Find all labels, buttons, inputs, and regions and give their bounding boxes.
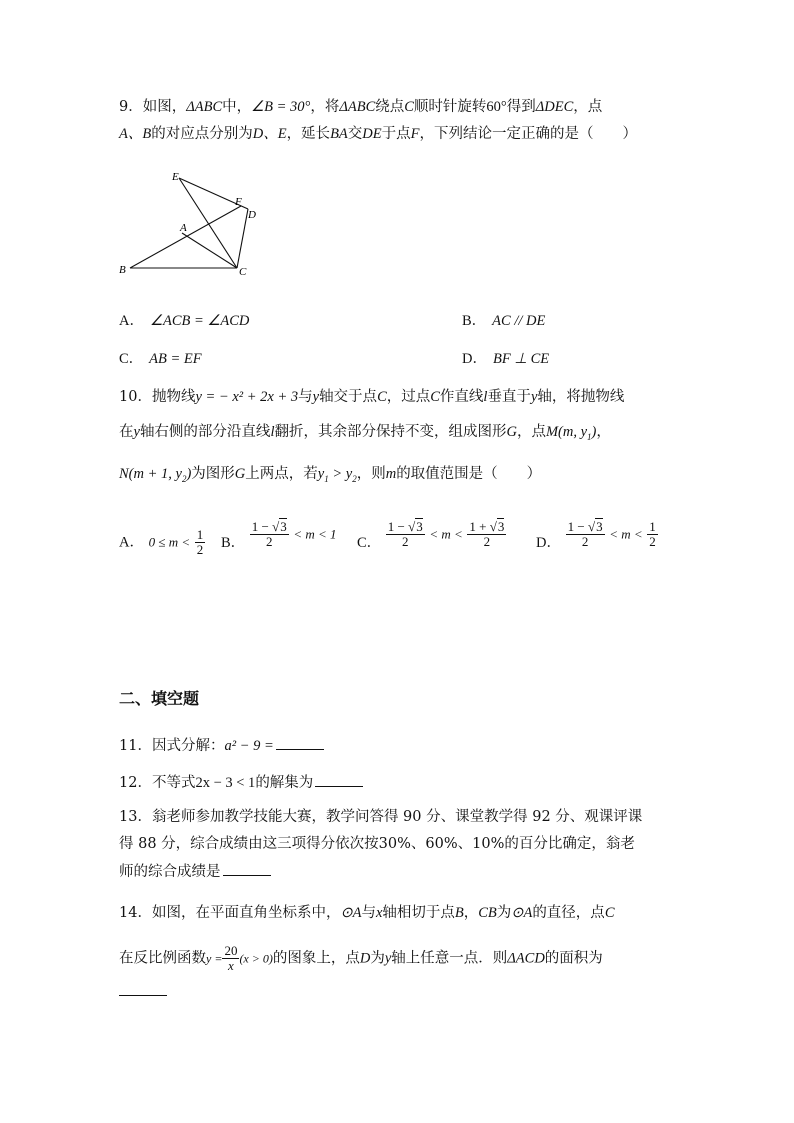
sqrt-radicand: 3 — [596, 519, 603, 534]
q10-text: 10．抛物线 — [119, 389, 196, 405]
q11-text: 11．因式分解： — [119, 738, 225, 754]
q9-text: 于点 — [381, 126, 411, 142]
q14-math: CB — [478, 905, 497, 921]
q14-math: y — [384, 950, 392, 967]
fraction — [222, 944, 239, 973]
q11-math: a² − 9 = — [224, 738, 274, 754]
q10-option-a[interactable] — [119, 528, 205, 557]
segment-dc — [237, 209, 248, 268]
q9-text: 顺时针旋转 — [413, 99, 487, 115]
q9-math: DE — [362, 126, 382, 142]
q10-text: 轴右侧的部分沿直线 — [139, 424, 271, 440]
q10-text: 垂直于 — [487, 389, 531, 405]
sqrt-radicand: 3 — [416, 519, 423, 534]
q10-text: ， — [596, 424, 611, 440]
q14-math: C — [604, 905, 615, 921]
option-letter: B． — [221, 534, 246, 551]
y-compare-sub: 2 — [352, 473, 357, 484]
q9-line-2 — [119, 124, 637, 144]
answer-blank[interactable] — [223, 860, 271, 876]
q10-math: C — [377, 389, 387, 405]
q10-option-d[interactable] — [536, 520, 658, 549]
q10-math: y — [312, 389, 320, 405]
label-b: B — [119, 264, 126, 276]
point-n-close: ) — [186, 466, 192, 482]
q14-text: 轴上任意一点．则 — [391, 950, 508, 967]
q9-triangle-figure — [110, 165, 260, 280]
q14-text: ， — [463, 905, 479, 921]
q10-text: ，点 — [516, 424, 546, 440]
segment-bf — [130, 206, 241, 268]
point-m-close: ) — [591, 424, 597, 440]
sqrt-radicand: 3 — [497, 519, 505, 534]
q10-math: l — [483, 389, 488, 405]
q13-line-3 — [119, 860, 271, 882]
q14-text: 14．如图，在平面直角坐标系中， — [119, 905, 341, 921]
q14-text: 的面积为 — [544, 950, 603, 967]
fraction: $\frac{1 - √3}{2}$ — [387, 519, 423, 549]
option-text: AB = EF — [149, 351, 202, 367]
q14-math: y = — [206, 951, 223, 966]
y-compare-text: y — [317, 466, 325, 482]
q14-text: 轴相切于点 — [382, 905, 455, 921]
q12-line — [119, 771, 363, 793]
q9-line-1 — [119, 97, 602, 117]
q9-text: 9．如图， — [119, 99, 187, 115]
section-title: 二、填空题 — [119, 689, 200, 708]
q14-math: ⊙A — [511, 905, 533, 921]
q13-line-2: 得 88 分，综合成绩由这三项得分依次按30%、60%、10%的百分比确定，翁老 — [119, 836, 635, 852]
label-f: F — [235, 196, 242, 208]
q9-text: 的对应点分别为 — [151, 126, 253, 142]
fraction-num: 1 — [196, 527, 204, 542]
q10-option-b[interactable] — [221, 520, 337, 549]
q10-math: y — [133, 424, 140, 440]
fraction-num: 1 − — [251, 519, 273, 534]
q10-math: l — [270, 424, 275, 440]
q14-math: (x > 0) — [239, 951, 273, 966]
q9-text: 得到 — [506, 99, 536, 115]
option-letter: A． — [119, 534, 144, 551]
q10-text: 作直线 — [439, 389, 484, 405]
fraction-den: 2 — [196, 542, 204, 557]
q9-math: A、B — [119, 126, 152, 142]
q10-option-c[interactable] — [357, 520, 506, 549]
label-d: D — [248, 209, 256, 221]
label-e: E — [172, 171, 179, 183]
q9-option-c[interactable] — [119, 349, 202, 369]
q10-text: 在 — [119, 424, 134, 440]
q14-text: 为 — [496, 905, 512, 921]
option-text: ∠ACB = ∠ACD — [149, 313, 250, 329]
fraction-den: 2 — [483, 534, 491, 549]
q11-line — [119, 734, 324, 756]
option-math: < m < 1 — [293, 526, 337, 542]
q10-text: 的取值范围是（ ） — [396, 466, 542, 482]
q10-math: C — [430, 389, 440, 405]
option-text: BF ⊥ CE — [492, 351, 550, 367]
q9-math: F — [410, 126, 420, 142]
q14-line-3 — [119, 980, 167, 1002]
q9-text: ，点 — [573, 99, 603, 115]
fraction — [195, 528, 206, 557]
q9-math: ∠B = 30° — [251, 99, 311, 115]
fraction-num: 20 — [224, 943, 238, 958]
y-compare-sub: 1 — [324, 473, 329, 484]
label-c: C — [239, 266, 247, 278]
q9-math: ΔABC — [339, 99, 376, 115]
q10-text: ，过点 — [386, 389, 431, 405]
fraction: $\frac{1 + √3}{2}$ — [469, 519, 505, 549]
q9-text: ，下列结论一定正确的是（ ） — [419, 126, 637, 142]
q10-math: y = − x² + 2x + 3 — [195, 389, 299, 405]
q10-text: 轴交于点 — [319, 389, 378, 405]
label-a: A — [180, 222, 187, 234]
fraction-den: 2 — [581, 534, 589, 549]
q9-text: ，延长 — [286, 126, 331, 142]
q9-math: ΔABC — [186, 99, 223, 115]
q9-math: 60° — [486, 99, 507, 115]
fraction-den: 2 — [266, 534, 273, 549]
q14-math: x — [375, 905, 383, 921]
q10-text: ，则 — [356, 466, 386, 482]
q9-math: D、E — [252, 126, 287, 142]
q14-text: 与 — [361, 905, 376, 921]
q12-text: 12．不等式 — [119, 775, 196, 791]
q13-line-1: 13．翁老师参加教学技能大赛，教学问答得 90 分、课堂教学得 92 分、观课评课 — [119, 809, 643, 825]
fraction-den: x — [228, 958, 234, 973]
point-n-text: N(m + 1, y — [119, 466, 182, 482]
q14-text: 的图象上，点 — [272, 950, 360, 967]
q14-line-2 — [119, 944, 603, 973]
q10-text: 翻折，其余部分保持不变，组成图形 — [274, 424, 507, 440]
fraction: $\frac{1 - √3}{2}$ — [567, 519, 603, 549]
fraction-num: 1 − — [567, 519, 588, 534]
option-letter: D． — [462, 351, 487, 367]
point-m-sub: 1 — [587, 431, 592, 442]
point-n-sub: 2 — [181, 473, 187, 484]
point-n — [119, 466, 191, 482]
option-letter: C． — [357, 534, 382, 551]
q9-option-b[interactable] — [462, 311, 545, 331]
option-letter: B． — [462, 313, 487, 329]
answer-blank[interactable] — [276, 734, 324, 750]
q10-text: 轴，将抛物线 — [537, 389, 625, 405]
option-math: < m < — [609, 526, 643, 542]
segment-ac — [182, 233, 237, 268]
q10-line-1 — [119, 387, 624, 407]
sqrt-radicand: 3 — [280, 519, 287, 534]
q14-math: ⊙A — [340, 905, 362, 921]
option-text: AC // DE — [492, 313, 546, 329]
q14-line-1 — [119, 903, 614, 923]
option-math: 0 ≤ m < — [148, 534, 191, 550]
option-letter: A． — [119, 313, 144, 329]
y-compare-mid: > y — [328, 466, 353, 482]
fraction-num: 1 — [649, 519, 656, 534]
option-letter: C． — [119, 351, 144, 367]
q9-text: 交 — [347, 126, 363, 142]
q14-math: D — [359, 950, 371, 967]
q14-math: B — [454, 905, 464, 921]
answer-blank[interactable] — [119, 980, 167, 996]
q9-math: BA — [330, 126, 348, 142]
q9-option-d[interactable] — [462, 349, 549, 369]
q10-math: y — [530, 389, 538, 405]
q10-text: 与 — [298, 389, 313, 405]
q14-text: 为 — [370, 950, 385, 967]
q9-text: 绕点 — [375, 99, 405, 115]
q13-text: 师的综合成绩是 — [119, 864, 221, 880]
option-math: < m < — [429, 526, 463, 542]
q10-math: G — [234, 466, 246, 482]
fraction-num: 1 + — [469, 519, 490, 534]
fraction-den: 2 — [402, 534, 409, 549]
q12-math: 2x − 3 < 1 — [195, 775, 256, 791]
fraction: $\frac{1 - √3}{2}$ — [251, 519, 287, 549]
q12-text: 的解集为 — [255, 775, 314, 791]
q9-option-a[interactable] — [119, 311, 249, 331]
point-m — [546, 424, 596, 440]
q10-math: m — [385, 466, 397, 482]
q9-math: ΔDEC — [535, 99, 574, 115]
q9-math: C — [404, 99, 414, 115]
point-m-text: M(m, y — [545, 424, 588, 440]
q10-text: 上两点，若 — [245, 466, 318, 482]
q10-line-3 — [119, 464, 541, 489]
option-letter: D． — [536, 534, 561, 551]
answer-blank[interactable] — [315, 771, 363, 787]
q10-text: 为图形 — [191, 466, 235, 482]
y-compare — [318, 466, 357, 482]
q14-text: 的直径，点 — [532, 905, 605, 921]
q9-text: ，将 — [310, 99, 340, 115]
q9-text: 中， — [222, 99, 252, 115]
q14-text: 在反比例函数 — [119, 950, 206, 967]
fraction-num: 1 − — [387, 519, 409, 534]
fraction-den: 2 — [649, 534, 656, 549]
q10-math: G — [506, 424, 517, 440]
q14-math: ΔACD — [507, 950, 545, 967]
q10-line-2 — [119, 422, 611, 447]
fraction — [647, 520, 658, 549]
